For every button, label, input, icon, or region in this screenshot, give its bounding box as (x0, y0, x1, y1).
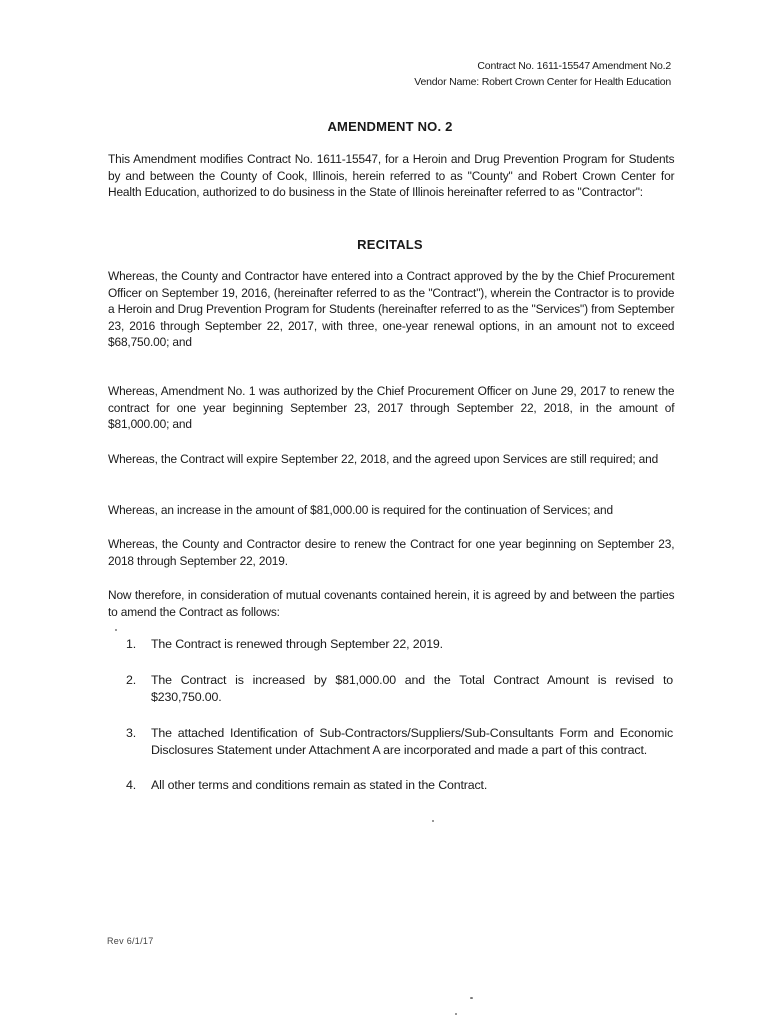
recital-paragraph: Whereas, the County and Contractor desire to renew the Contract for one year beginning on September 23, 2018 through September 22, 2019. (108, 537, 675, 568)
recital-paragraph: Whereas, an increase in the amount of $81,000.00 is required for the continuation of Services; and (108, 503, 613, 517)
document-header (414, 58, 671, 90)
term-text: The Contract is increased by $81,000.00 and the Total Contract Amount is revised to $230,750.00. (151, 673, 673, 704)
term-number: 3. (126, 726, 137, 740)
vendor-name-line: Vendor Name: Robert Crown Center for Health Education (414, 76, 671, 88)
scan-speck (455, 1013, 457, 1015)
scan-speck (115, 629, 117, 631)
term-text: The Contract is renewed through September 22, 2019. (151, 637, 443, 651)
recitals-heading: RECITALS (357, 237, 423, 252)
term-text: All other terms and conditions remain as stated in the Contract. (151, 778, 488, 792)
document-title: AMENDMENT NO. 2 (327, 119, 453, 134)
now-therefore-paragraph: Now therefore, in consideration of mutual covenants contained herein, it is agreed by and between the parties to amend the Contract as follows: (108, 588, 675, 619)
recital-paragraph: Whereas, Amendment No. 1 was authorized by the Chief Procurement Officer on June 29, 2017 to renew the contract for one year beginning September 23, 2017 through September 22, 2018, in the amount of $81,000.00; and (108, 384, 675, 431)
scan-speck (432, 820, 434, 822)
term-number: 4. (126, 778, 137, 792)
intro-paragraph: This Amendment modifies Contract No. 1611-15547, for a Heroin and Drug Prevention Program for Students by and between the County of Cook, Illinois, herein referred to as "County" and Robert Crown Center for Health Education, authorized to do business in the State of Illinois hereinafter referred to as "Contractor": (108, 152, 675, 199)
recital-paragraph: Whereas, the Contract will expire September 22, 2018, and the agreed upon Services are still required; and (108, 452, 659, 466)
term-number: 1. (126, 637, 137, 651)
scan-speck (470, 997, 473, 999)
term-number: 2. (126, 673, 137, 687)
revision-footer: Rev 6/1/17 (107, 936, 154, 946)
contract-number-line: Contract No. 1611-15547 Amendment No.2 (477, 60, 671, 72)
recital-paragraph: Whereas, the County and Contractor have entered into a Contract approved by the by the Chief Procurement Officer on September 19, 2016, (hereinafter referred to as the "Contract"), wherein the Contractor is to provide a Heroin and Drug Prevention Program for Students (hereinafter referred to as the "Services") from September 23, 2016 through September 22, 2017, with three, one-year renewal options, in an amount not to exceed $68,750.00; and (108, 269, 675, 349)
term-text: The attached Identification of Sub-Contractors/Suppliers/Sub-Consultants Form and Economic Disclosures Statement under Attachment A are incorporated and made a part of this contract. (151, 726, 673, 757)
